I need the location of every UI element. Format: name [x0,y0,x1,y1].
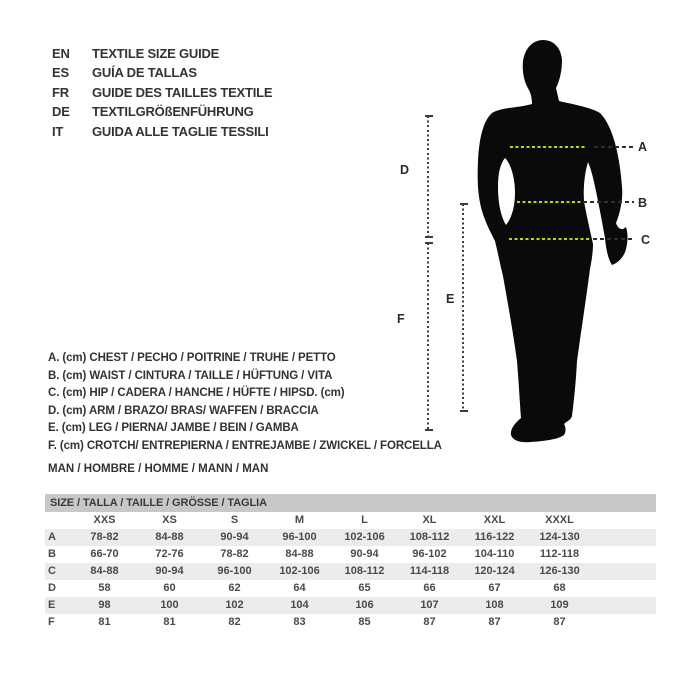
size-value: 96-100 [217,565,252,577]
size-value: 109 [550,599,569,611]
size-value: 102-106 [279,565,320,577]
measure-label-d: D [400,163,410,177]
legend-line-arm: D. (cm) ARM / BRAZO/ BRAS/ WAFFEN / BRACCIA [48,404,319,417]
size-value: 96-100 [282,531,317,543]
size-value: 114-118 [409,565,450,577]
language-code: FR [52,84,69,100]
size-value: 66-70 [90,548,119,560]
size-value: 116-122 [474,531,515,543]
size-table-title: SIZE / TALLA / TAILLE / GRÖSSE / TAGLIA [45,494,656,512]
size-value: 58 [98,582,111,594]
title-row-fr [52,83,272,102]
title-row-de [52,102,272,121]
title-row-en [52,44,272,63]
legend-line-leg: E. (cm) LEG / PIERNA/ JAMBE / BEIN / GAMBA [48,422,299,435]
size-value: 62 [228,582,241,594]
hip-leader-line [593,238,634,240]
row-filler [592,563,656,580]
crotch-measure-tick-top [425,242,433,244]
title-text: GUIDA ALLE TAGLIE TESSILI [92,123,269,139]
size-value: 104-110 [474,548,515,560]
table-row-c [45,563,656,580]
size-value: 96-102 [412,548,447,560]
column-header-xs: XS [162,514,177,526]
row-label: A [48,531,56,543]
size-value: 87 [488,616,501,628]
size-value: 66 [423,582,436,594]
size-value: 87 [423,616,436,628]
size-table-column-headers [45,512,656,529]
size-value: 90-94 [155,565,184,577]
size-value: 84-88 [285,548,314,560]
size-value: 90-94 [220,531,249,543]
title-text: GUIDE DES TAILLES TEXTILE [92,84,273,100]
title-text: TEXTILE SIZE GUIDE [92,46,220,61]
leg-measure-line [462,204,464,411]
measure-label-c: C [641,233,651,247]
size-value: 78-82 [220,548,249,560]
size-value: 124-130 [539,531,580,543]
row-filler [592,614,656,631]
column-header-xxs: XXS [93,514,116,526]
size-value: 102 [225,599,244,611]
row-label: F [48,616,55,628]
title-row-es [52,63,272,82]
column-header-xxl: XXL [483,514,506,526]
row-filler [592,546,656,563]
header-filler [592,512,656,529]
chest-leader-line [594,146,634,148]
column-header-xxxl: XXXL [545,514,574,526]
legend-line-hip: C. (cm) HIP / CADERA / HANCHE / HÜFTE / HIPSD. (cm) [48,387,345,400]
row-filler [592,597,656,614]
size-value: 87 [553,616,566,628]
measure-label-a: A [638,140,648,154]
legend-line-crotch: F. (cm) CROTCH/ ENTREPIERNA / ENTREJAMBE / ZWICKEL / FORCELLA [48,439,442,452]
table-row-a [45,529,656,546]
measure-label-f: F [397,312,405,326]
size-value: 85 [358,616,371,628]
row-label: E [48,599,56,611]
row-filler [592,580,656,597]
measure-label-e: E [446,292,455,306]
chest-measure-line [510,146,587,148]
size-value: 82 [228,616,241,628]
size-value: 81 [98,616,111,628]
column-header-s: S [230,514,239,526]
size-value: 107 [420,599,439,611]
table-row-e [45,597,656,614]
leg-measure-tick-bottom [460,410,468,412]
title-row-it [52,122,272,141]
size-value: 108-112 [409,531,450,543]
size-value: 108-112 [344,565,385,577]
size-value: 120-124 [474,565,515,577]
category-label: MAN / HOMBRE / HOMME / MANN / MAN [48,463,269,475]
size-value: 81 [163,616,176,628]
row-label: C [48,565,56,577]
size-table-body [45,529,656,631]
table-row-d [45,580,656,597]
size-value: 68 [553,582,566,594]
column-header-l: L [361,514,368,526]
size-value: 106 [355,599,374,611]
size-value: 64 [293,582,306,594]
size-value: 104 [290,599,309,611]
language-code: DE [52,104,70,120]
corner-cell [45,512,72,529]
size-value: 84-88 [90,565,119,577]
size-value: 126-130 [539,565,580,577]
row-filler [592,529,656,546]
column-header-xl: XL [422,514,437,526]
table-row-f [45,614,656,631]
size-value: 112-118 [539,548,580,560]
size-value: 83 [293,616,306,628]
size-table [45,494,656,631]
title-language-list [52,44,272,141]
size-value: 108 [485,599,504,611]
arm-measure-tick-top [425,115,433,117]
size-value: 100 [160,599,179,611]
leg-measure-tick-top [460,203,468,205]
title-text: GUÍA DE TALLAS [92,65,197,81]
size-value: 90-94 [350,548,379,560]
language-code: ES [52,65,69,81]
column-header-m: M [294,514,305,526]
waist-leader-line [583,201,634,203]
hip-measure-line [509,238,590,240]
language-code: EN [52,46,70,61]
size-value: 60 [163,582,176,594]
arm-measure-line [427,116,429,237]
legend-line-chest: A. (cm) CHEST / PECHO / POITRINE / TRUHE / PETTO [48,352,336,364]
legend-line-waist: B. (cm) WAIST / CINTURA / TAILLE / HÜFTUNG / VITA [48,369,333,382]
size-value: 102-106 [344,531,385,543]
table-row-b [45,546,656,563]
size-value: 72-76 [155,548,184,560]
title-text: TEXTILGRÖßENFÜHRUNG [92,104,254,120]
size-value: 84-88 [155,531,184,543]
row-label: D [48,582,56,594]
size-value: 67 [488,582,501,594]
size-value: 78-82 [90,531,119,543]
measurement-legend [48,350,442,456]
waist-measure-line [517,201,581,203]
row-label: B [48,548,56,560]
size-value: 65 [358,582,371,594]
arm-measure-tick-bottom [425,236,433,238]
size-value: 98 [98,599,111,611]
measure-label-b: B [638,196,648,210]
language-code: IT [52,123,64,139]
